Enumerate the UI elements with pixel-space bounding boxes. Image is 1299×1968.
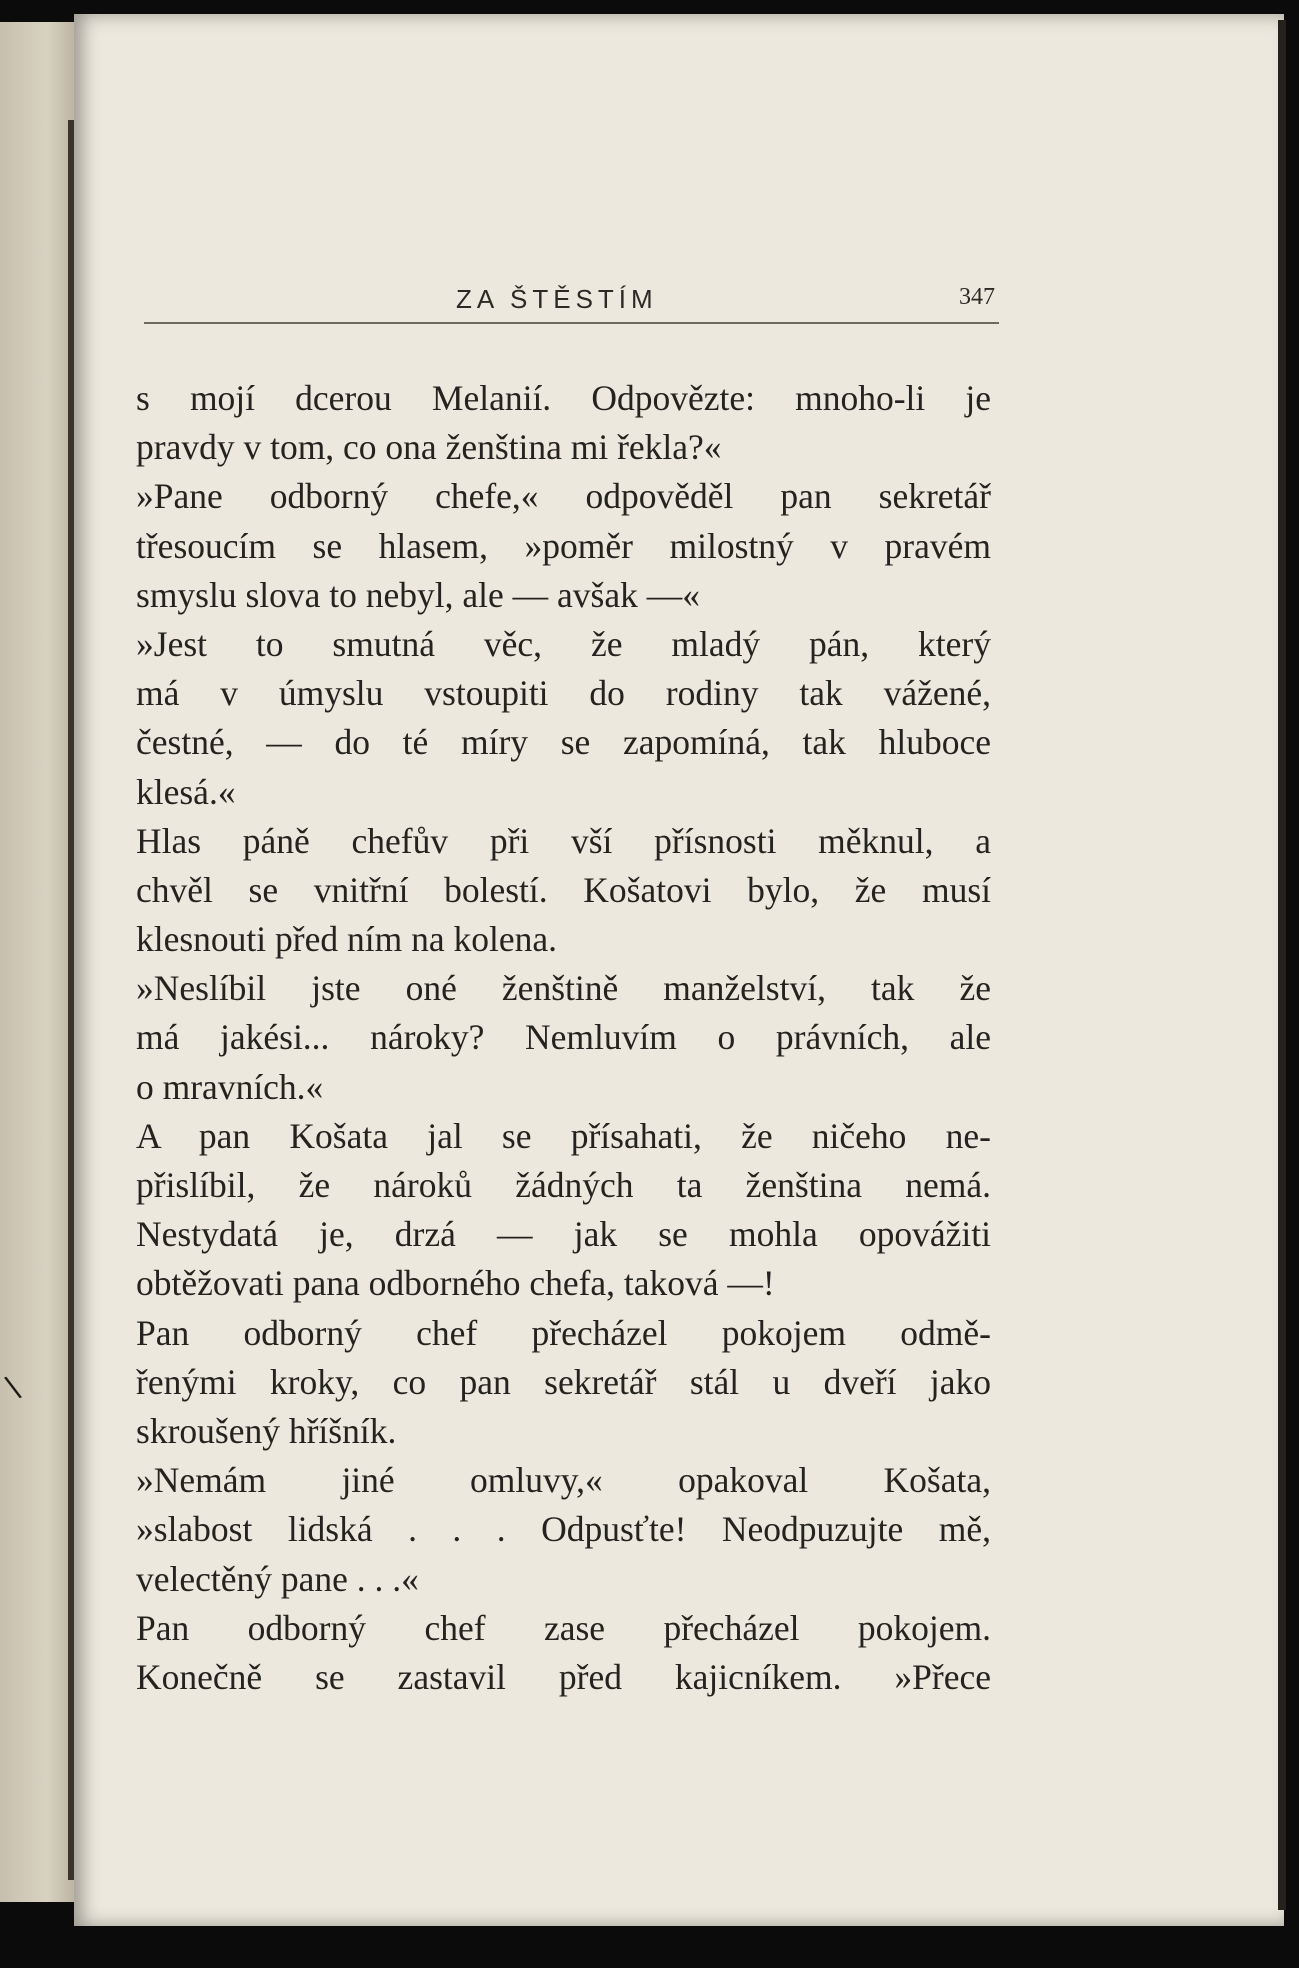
text-line: klesnouti před ním na kolena. [136, 919, 557, 960]
previous-page-edge [0, 22, 78, 1902]
page-number: 347 [959, 284, 995, 310]
text-line: třesoucím se hlasem, »poměr milostný v pravém [136, 525, 991, 566]
text-line: »Pane odborný chefe,« odpověděl pan sekretář [136, 476, 991, 517]
margin-mark: \ [2, 1369, 24, 1406]
text-line: pravdy v tom, co ona ženština mi řekla?« [136, 427, 722, 468]
page-header [144, 280, 999, 332]
text-line: A pan Košata jal se přísahati, že ničeho ne- [136, 1115, 991, 1156]
text-line: »Jest to smutná věc, že mladý pán, který [136, 623, 991, 664]
text-line: přislíbil, že nároků žádných ta ženština nemá. [136, 1165, 991, 1205]
running-title: ZA ŠTĚSTÍM [456, 284, 658, 314]
text-line: Konečně se zastavil před kajicníkem. »Přece [136, 1656, 991, 1697]
text-line: velectěný pane . . .« [136, 1558, 419, 1599]
text-line: Pan odborný chef přecházel pokojem odmě- [136, 1312, 991, 1353]
text-line: klesá.« [136, 771, 236, 812]
text-line: chvěl se vnitřní bolestí. Košatovi bylo, že musí [136, 869, 991, 910]
text-line: má jakési... nároky? Nemluvím o právních, ale [136, 1017, 991, 1058]
header-rule [144, 322, 999, 324]
text-line: čestné, — do té míry se zapomíná, tak hluboce [136, 722, 991, 763]
text-line: »Neslíbil jste oné ženštině manželství, tak že [136, 968, 991, 1009]
page-right-edge [1278, 20, 1286, 1910]
text-line: Nestydatá je, drzá — jak se mohla opovážiti [136, 1214, 991, 1255]
text-line: Hlas páně chefův při vší přísnosti měknul, a [136, 820, 991, 861]
text-line: smyslu slova to nebyl, ale — avšak —« [136, 574, 700, 615]
text-line: o mravních.« [136, 1066, 324, 1107]
body-text [136, 374, 991, 1702]
text-line: »Nemám jiné omluvy,« opakoval Košata, [136, 1460, 991, 1501]
text-line: s mojí dcerou Melanií. Odpovězte: mnoho-li je [136, 378, 991, 418]
text-line: řenými kroky, co pan sekretář stál u dveří jako [136, 1361, 991, 1402]
text-line: má v úmyslu vstoupiti do rodiny tak vážené, [136, 673, 991, 714]
text-line: skroušený hříšník. [136, 1410, 397, 1451]
text-line: obtěžovati pana odborného chefa, taková —! [136, 1263, 775, 1304]
text-line: »slabost lidská . . . Odpusťte! Neodpuzujte mě, [136, 1509, 991, 1550]
text-line: Pan odborný chef zase přecházel pokojem. [136, 1607, 991, 1648]
